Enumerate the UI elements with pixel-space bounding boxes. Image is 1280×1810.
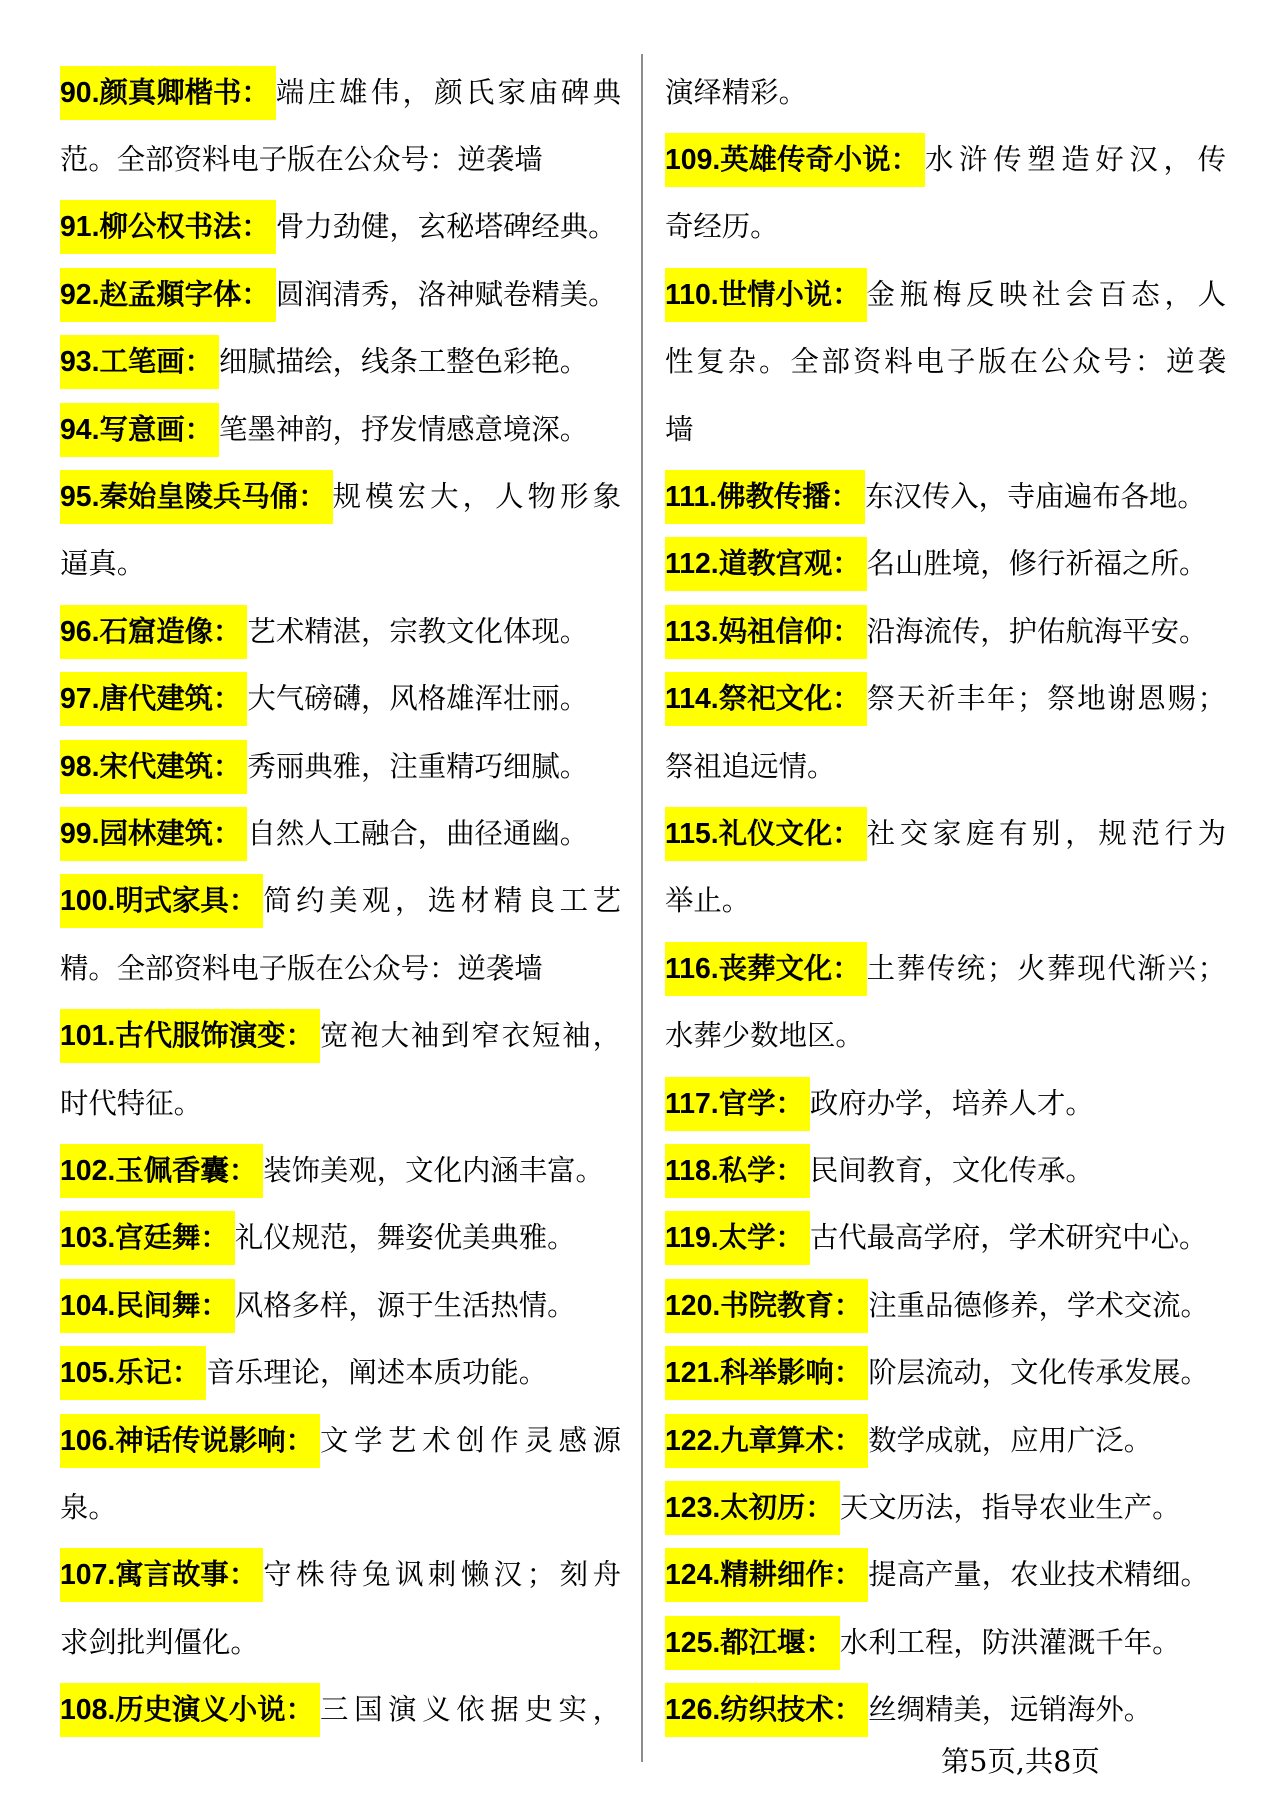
entry-line [665, 1542, 1226, 1609]
entry-115 [665, 800, 1226, 935]
entry-text: 宽袍大袖到窄衣短袖， [320, 1019, 621, 1053]
entry-text: 古代最高学府，学术研究中心。 [809, 1221, 1208, 1255]
entry-label: 120.书院教育： [665, 1279, 868, 1333]
entry-line [60, 194, 621, 261]
entry-text: 简约美观，选材精良工艺 [263, 884, 621, 918]
entry-label: 108.历史演义小说： [60, 1683, 320, 1737]
entry-line [60, 1272, 621, 1339]
entry-label: 92.赵孟頫字体： [60, 268, 276, 322]
entry-111 [665, 463, 1226, 530]
entry-text: 墙 [665, 412, 694, 446]
entry-text: 音乐理论，阐述本质功能。 [206, 1356, 548, 1390]
entry-line [665, 1002, 1226, 1069]
entry-line [665, 1272, 1226, 1339]
entry-text: 艺术精湛，宗教文化体现。 [247, 614, 589, 648]
entry-line [60, 733, 621, 800]
entry-102 [60, 1137, 621, 1204]
entry-text: 文学艺术创作灵感源 [320, 1423, 621, 1457]
entry-label: 98.宋代建筑： [60, 740, 247, 794]
entry-label: 110.世情小说： [665, 268, 867, 322]
entry-line [665, 1407, 1226, 1474]
entry-label: 123.太初历： [665, 1481, 840, 1535]
entry-line [60, 1542, 621, 1609]
entry-text: 细腻描绘，线条工整色彩艳。 [219, 345, 589, 379]
entry-label: 106.神话传说影响： [60, 1414, 320, 1468]
entry-text: 端庄雄伟，颜氏家庙碑典 [275, 75, 621, 109]
entry-90 [60, 59, 621, 194]
entry-label: 93.工笔画： [60, 335, 219, 389]
entry-line [665, 1609, 1226, 1676]
entry-text: 东汉传入，寺庙遍布各地。 [865, 480, 1206, 514]
entry-line [60, 531, 621, 598]
entry-text: 装饰美观，文化内涵丰富。 [263, 1153, 604, 1187]
entry-line [665, 800, 1226, 867]
entry-label: 119.太学： [665, 1211, 810, 1265]
entry-112 [665, 531, 1226, 598]
entry-text: 社交家庭有别，规范行为 [866, 816, 1226, 850]
entry-text: 祭天祈丰年；祭地谢恩赐； [866, 682, 1226, 716]
entry-text: 注重品德修养，学术交流。 [868, 1288, 1209, 1322]
entry-line [665, 396, 1226, 463]
entry-120 [665, 1272, 1226, 1339]
entry-101 [60, 1002, 621, 1137]
entry-line [60, 1474, 621, 1541]
entry-label: 118.私学： [665, 1144, 810, 1198]
entry-113 [665, 598, 1226, 665]
entry-117 [665, 1070, 1226, 1137]
entry-label: 105.乐记： [60, 1346, 206, 1400]
entry-line [665, 194, 1226, 261]
entry-100 [60, 868, 621, 1003]
entry-text: 大气磅礴，风格雄浑壮丽。 [247, 682, 589, 716]
entry-text: 规模宏大，人物形象 [332, 480, 621, 514]
entry-text: 礼仪规范，舞姿优美典雅。 [234, 1221, 576, 1255]
entry-text: 举止。 [665, 884, 751, 918]
entry-label: 121.科举影响： [665, 1346, 868, 1400]
entry-line [60, 1676, 621, 1743]
entry-91 [60, 194, 621, 261]
entry-label: 116.丧葬文化： [665, 942, 867, 996]
entry-label: 117.官学： [665, 1077, 810, 1131]
entry-108 [60, 1676, 621, 1743]
entry-label: 94.写意画： [60, 403, 219, 457]
column-divider [641, 54, 643, 1762]
entry-line [60, 868, 621, 935]
entry-109 [665, 126, 1226, 261]
entry-line [60, 396, 621, 463]
entry-97 [60, 666, 621, 733]
entry-line [665, 1070, 1226, 1137]
entry-text: 提高产量，农业技术精细。 [868, 1558, 1209, 1592]
entry-label: 103.宫廷舞： [60, 1211, 235, 1265]
entry-label: 101.古代服饰演变： [60, 1009, 320, 1063]
entry-text: 逼真。 [60, 547, 146, 581]
continuation-line [665, 59, 1226, 126]
entry-125 [665, 1609, 1226, 1676]
entry-line [60, 329, 621, 396]
entry-label: 114.祭祀文化： [665, 672, 867, 726]
entry-text: 丝绸精美，远销海外。 [868, 1693, 1153, 1727]
entry-label: 113.妈祖信仰： [665, 605, 867, 659]
entry-text: 水浒传塑造好汉，传 [925, 143, 1226, 177]
right-column [665, 59, 1226, 1744]
entry-label: 104.民间舞： [60, 1279, 235, 1333]
entry-105 [60, 1339, 621, 1406]
entry-text: 时代特征。 [60, 1086, 202, 1120]
entry-text: 圆润清秀，洛神赋卷精美。 [275, 277, 617, 311]
entry-line [60, 1070, 621, 1137]
entry-text: 骨力劲健，玄秘塔碑经典。 [275, 210, 617, 244]
entry-text: 土葬传统；火葬现代渐兴； [866, 951, 1226, 985]
entry-line [60, 1339, 621, 1406]
entry-106 [60, 1407, 621, 1542]
entry-label: 125.都江堰： [665, 1616, 840, 1670]
entry-122 [665, 1407, 1226, 1474]
entry-95 [60, 463, 621, 598]
entry-text: 守株待兔讽刺懒汉；刻舟 [263, 1558, 621, 1592]
entry-line [665, 531, 1226, 598]
entry-label: 112.道教宫观： [665, 537, 867, 591]
entry-text: 秀丽典雅，注重精巧细腻。 [247, 749, 589, 783]
entry-label: 91.柳公权书法： [60, 200, 276, 254]
entry-text: 民间教育，文化传承。 [809, 1153, 1094, 1187]
entry-text: 沿海流传，护佑航海平安。 [866, 614, 1208, 648]
entry-label: 102.玉佩香囊： [60, 1144, 263, 1198]
entry-line [665, 1676, 1226, 1743]
left-column [60, 59, 621, 1744]
entry-text: 演绎精彩。 [665, 75, 807, 109]
entry-96 [60, 598, 621, 665]
entry-text: 名山胜境，修行祈福之所。 [866, 547, 1208, 581]
entry-126 [665, 1676, 1226, 1743]
entry-label: 90.颜真卿楷书： [60, 66, 276, 120]
entry-92 [60, 261, 621, 328]
entry-line [60, 598, 621, 665]
entry-line [60, 59, 621, 126]
entry-114 [665, 666, 1226, 801]
entry-line [60, 666, 621, 733]
entry-line [60, 126, 621, 193]
entry-line [665, 868, 1226, 935]
entry-124 [665, 1542, 1226, 1609]
entry-text: 泉。 [60, 1490, 117, 1524]
entry-line [665, 463, 1226, 530]
entry-line [60, 935, 621, 1002]
entry-label: 97.唐代建筑： [60, 672, 247, 726]
entry-line [665, 1339, 1226, 1406]
entry-text: 政府办学，培养人才。 [809, 1086, 1094, 1120]
entry-line [60, 1407, 621, 1474]
entry-label: 96.石窟造像： [60, 605, 247, 659]
entry-label: 100.明式家具： [60, 874, 263, 928]
page-number: 第5页,共8页 [941, 1745, 1100, 1778]
entry-label: 115.礼仪文化： [665, 807, 867, 861]
entry-text: 祭祖追远情。 [665, 749, 836, 783]
entry-text: 奇经历。 [665, 210, 779, 244]
entry-text: 风格多样，源于生活热情。 [234, 1288, 576, 1322]
entry-label: 95.秦始皇陵兵马俑： [60, 470, 333, 524]
entry-line [60, 1609, 621, 1676]
entry-text: 精。全部资料电子版在公众号：逆袭墙 [60, 951, 543, 985]
entry-line [60, 1002, 621, 1069]
entry-text: 天文历法，指导农业生产。 [839, 1490, 1181, 1524]
entry-121 [665, 1339, 1226, 1406]
entry-label: 109.英雄传奇小说： [665, 133, 925, 187]
entry-99 [60, 800, 621, 867]
entry-text: 性复杂。全部资料电子版在公众号：逆袭 [665, 345, 1226, 379]
entry-line [665, 329, 1226, 396]
entry-line [60, 1205, 621, 1272]
entry-123 [665, 1474, 1226, 1541]
entry-118 [665, 1137, 1226, 1204]
entry-text: 水葬少数地区。 [665, 1019, 864, 1053]
entry-116 [665, 935, 1226, 1070]
entry-103 [60, 1205, 621, 1272]
entry-line [665, 261, 1226, 328]
entry-line [665, 733, 1226, 800]
entry-line [665, 1205, 1226, 1272]
entry-label: 124.精耕细作： [665, 1548, 868, 1602]
entry-label: 122.九章算术： [665, 1414, 868, 1468]
entry-line [60, 463, 621, 530]
entry-text: 求剑批判僵化。 [60, 1625, 259, 1659]
entry-93 [60, 329, 621, 396]
entry-label: 126.纺织技术： [665, 1683, 868, 1737]
entry-text: 笔墨神韵，抒发情感意境深。 [219, 412, 589, 446]
entry-text: 范。全部资料电子版在公众号：逆袭墙 [60, 143, 543, 177]
entry-text: 三国演义依据史实， [320, 1693, 621, 1727]
entry-label: 107.寓言故事： [60, 1548, 263, 1602]
entry-line [665, 666, 1226, 733]
entry-98 [60, 733, 621, 800]
entry-line [665, 598, 1226, 665]
entry-line [60, 800, 621, 867]
entry-107 [60, 1542, 621, 1677]
entry-line [665, 1474, 1226, 1541]
entry-119 [665, 1205, 1226, 1272]
entry-label: 111.佛教传播： [665, 470, 865, 524]
entry-110 [665, 261, 1226, 463]
entry-line [60, 1137, 621, 1204]
entry-line [665, 935, 1226, 1002]
entry-text: 数学成就，应用广泛。 [868, 1423, 1153, 1457]
entry-text: 自然人工融合，曲径通幽。 [247, 816, 589, 850]
entry-text: 阶层流动，文化传承发展。 [868, 1356, 1209, 1390]
entry-text: 水利工程，防洪灌溉千年。 [839, 1625, 1181, 1659]
entry-line [665, 1137, 1226, 1204]
entry-104 [60, 1272, 621, 1339]
entry-line [665, 126, 1226, 193]
entry-label: 99.园林建筑： [60, 807, 247, 861]
entry-94 [60, 396, 621, 463]
entry-line [60, 261, 621, 328]
entry-text: 金瓶梅反映社会百态，人 [866, 277, 1226, 311]
